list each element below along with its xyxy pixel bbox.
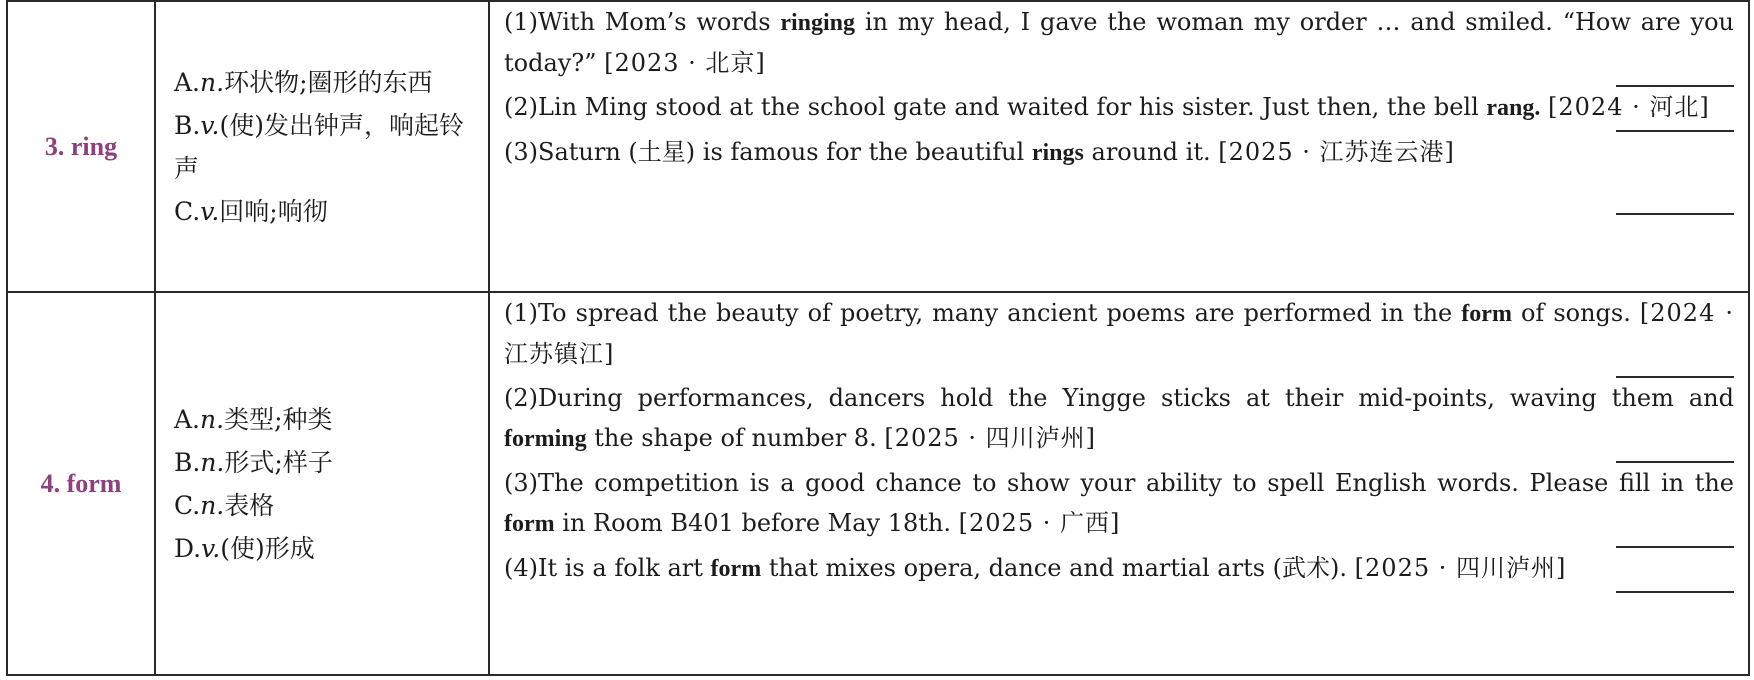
example-sentence: (2)Lin Ming stood at the school gate and waited for his sister. Just then, the bell rang. [2024 · 河北] <box>504 87 1734 132</box>
target-word: form <box>504 511 555 537</box>
headword: 3. ring <box>7 1 155 292</box>
vocabulary-table <box>6 0 1750 676</box>
target-word: rang. <box>1486 95 1541 121</box>
meaning-item: C.n.表格 <box>174 490 275 520</box>
meaning-item: B.n.形式;样子 <box>174 447 333 477</box>
target-word: form <box>1461 301 1512 327</box>
example-sentence: (1)With Mom’s words ringing in my head, I gave the woman my order … and smiled. “How are you today?” [2023 · 北京] <box>504 2 1734 87</box>
examples-cell <box>489 1 1749 292</box>
answer-blank[interactable] <box>1616 191 1734 215</box>
source-tag: [2025 · 江苏连云港] <box>1218 138 1455 166</box>
source-tag: [2025 · 广西] <box>958 509 1121 537</box>
example-sentence: (3)Saturn (土星) is famous for the beautiful rings around it. [2025 · 江苏连云港] <box>504 132 1734 215</box>
example-sentence: (4)It is a folk art form that mixes opera, dance and martial arts (武术). [2025 · 四川泸州] <box>504 548 1734 593</box>
meaning-item: A.n.类型;种类 <box>174 404 333 434</box>
example-sentence: (2)During performances, dancers hold the Yingge sticks at their mid-points, waving them and forming the shape of number 8. [2025 · 四川泸州] <box>504 378 1734 463</box>
answer-blank[interactable] <box>1616 354 1734 378</box>
target-word: forming <box>504 426 587 452</box>
examples-cell <box>489 292 1749 675</box>
meanings-cell <box>155 292 489 675</box>
meaning-item: B.v.(使)发出钟声，响起铃声 <box>174 110 464 183</box>
table-row <box>7 1 1749 292</box>
meanings-cell <box>155 1 489 292</box>
meaning-item: D.v.(使)形成 <box>174 533 315 563</box>
source-tag: [2025 · 四川泸州] <box>1354 554 1567 582</box>
source-tag: [2025 · 四川泸州] <box>884 424 1097 452</box>
example-sentence: (1)To spread the beauty of poetry, many ancient poems are performed in the form of songs. [2024 · 江苏镇江] <box>504 293 1734 378</box>
headword: 4. form <box>7 292 155 675</box>
source-tag: [2024 · 河北] <box>1548 93 1710 121</box>
source-tag: [2024 · 江苏镇江] <box>504 299 1735 368</box>
source-tag: [2023 · 北京] <box>604 49 766 77</box>
table-row <box>7 292 1749 675</box>
target-word: ringing <box>780 10 856 36</box>
meaning-item: A.n.环状物;圈形的东西 <box>174 67 433 97</box>
answer-blank[interactable] <box>1616 63 1734 87</box>
answer-blank[interactable] <box>1616 569 1734 593</box>
answer-blank[interactable] <box>1616 524 1734 548</box>
target-word: rings <box>1031 140 1084 166</box>
target-word: form <box>710 556 762 582</box>
meaning-item: C.v.回响;响彻 <box>174 196 328 226</box>
example-sentence: (3)The competition is a good chance to show your ability to spell English words. Please fill in the form in Room B401 before May 18th. [2025 · 广西] <box>504 463 1734 548</box>
answer-blank[interactable] <box>1616 439 1734 463</box>
